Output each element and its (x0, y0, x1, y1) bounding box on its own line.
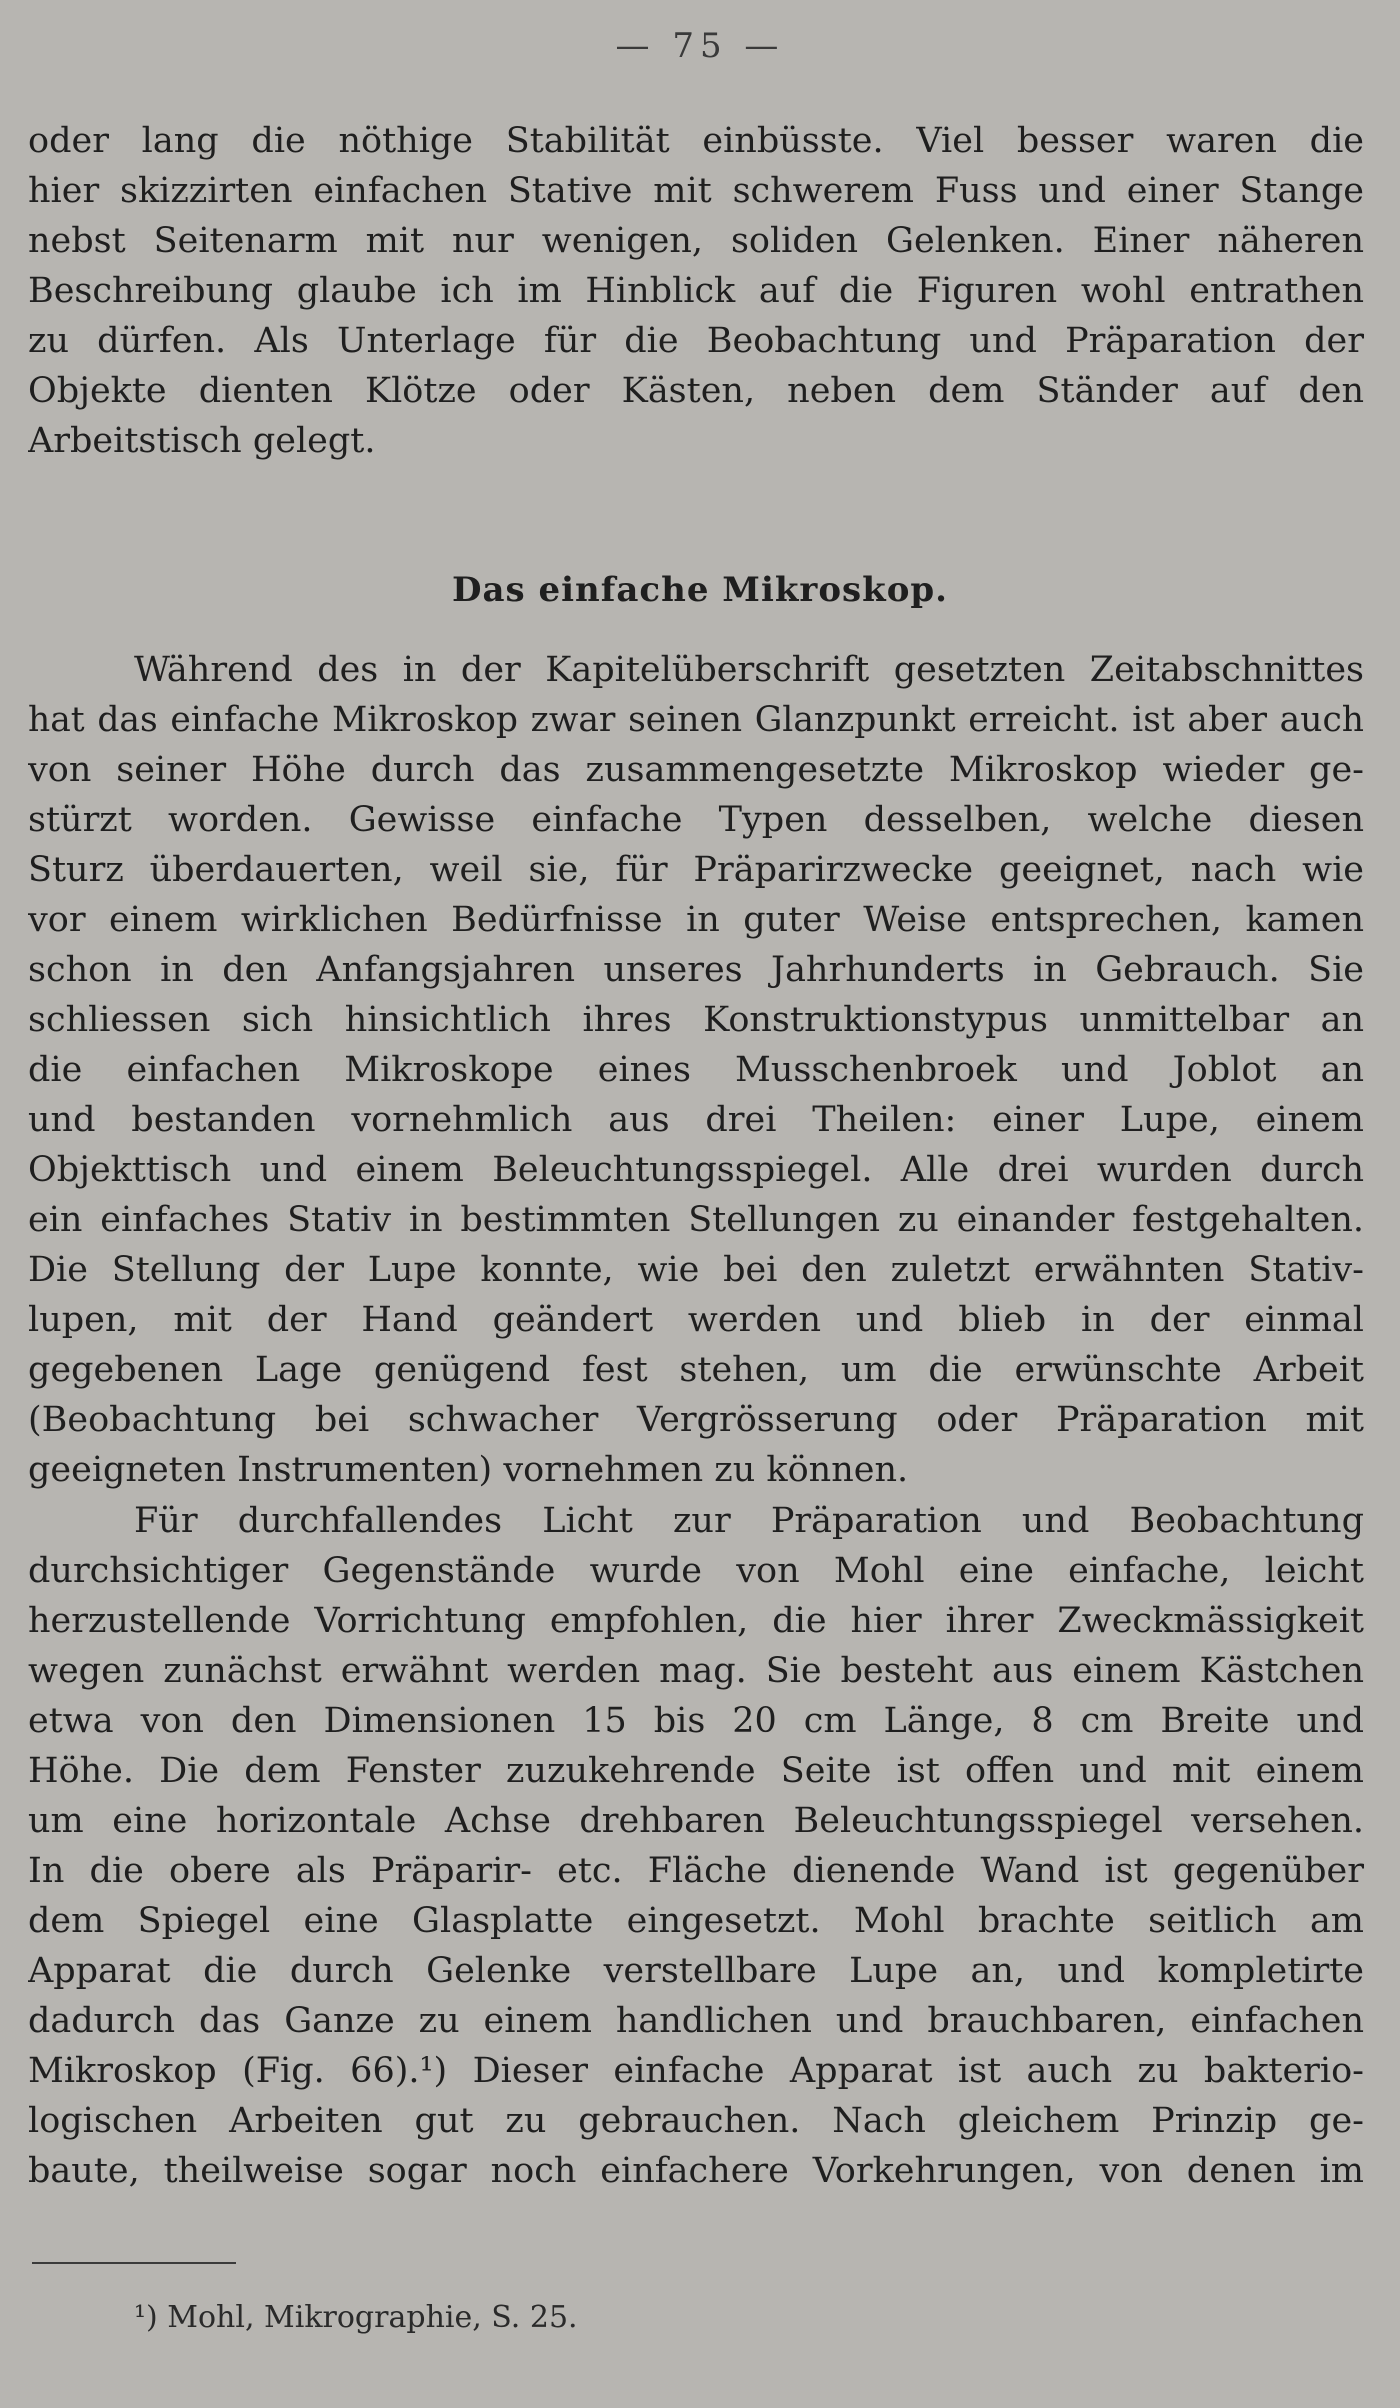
text-line: lupen, mit der Hand geändert werden und blieb in der einmal (28, 1300, 1364, 1340)
text-line: hier skizzirten einfachen Stative mit schwerem Fuss und einer Stange (28, 171, 1364, 211)
text-line: gegebenen Lage genügend fest stehen, um die erwünschte Arbeit (28, 1350, 1364, 1390)
text-line: die einfachen Mikroskope eines Musschenbroek und Joblot an (28, 1050, 1364, 1090)
text-line: Objekte dienten Klötze oder Kästen, neben dem Ständer auf den (28, 371, 1364, 411)
text-line: Sturz überdauerten, weil sie, für Präparirzwecke geeignet, nach wie (28, 850, 1364, 890)
text-line: (Beobachtung bei schwacher Vergrösserung oder Präparation mit (28, 1400, 1364, 1440)
text-line: hat das einfache Mikroskop zwar seinen Glanzpunkt erreicht. ist aber auch (28, 700, 1364, 740)
text-line: durchsichtiger Gegenstände wurde von Mohl eine einfache, leicht (28, 1551, 1364, 1591)
text-line: stürzt worden. Gewisse einfache Typen desselben, welche diesen (28, 800, 1364, 840)
text-line: vor einem wirklichen Bedürfnisse in guter Weise entsprechen, kamen (28, 900, 1364, 940)
text-line: etwa von den Dimensionen 15 bis 20 cm Länge, 8 cm Breite und (28, 1701, 1364, 1741)
text-line: dem Spiegel eine Glasplatte eingesetzt. Mohl brachte seitlich am (28, 1901, 1364, 1941)
text-line: dadurch das Ganze zu einem handlichen und brauchbaren, einfachen (28, 2001, 1364, 2041)
text-line: wegen zunächst erwähnt werden mag. Sie besteht aus einem Kästchen (28, 1651, 1364, 1691)
page-number: — 75 — (615, 26, 785, 66)
text-line: Für durchfallendes Licht zur Präparation und Beobachtung (134, 1501, 1364, 1541)
text-line: um eine horizontale Achse drehbaren Beleuchtungsspiegel versehen. (28, 1801, 1364, 1841)
text-line: baute, theilweise sogar noch einfachere Vorkehrungen, von denen im (28, 2151, 1364, 2191)
text-line: Höhe. Die dem Fenster zuzukehrende Seite ist offen und mit einem (28, 1751, 1364, 1791)
text-line: ein einfaches Stativ in bestimmten Stellungen zu einander festgehalten. (28, 1200, 1364, 1240)
text-line: Die Stellung der Lupe konnte, wie bei den zuletzt erwähnten Stativ- (28, 1250, 1364, 1290)
text-line: geeigneten Instrumenten) vornehmen zu können. (28, 1450, 909, 1490)
text-line: Objekttisch und einem Beleuchtungsspiegel. Alle drei wurden durch (28, 1150, 1364, 1190)
text-line: schon in den Anfangsjahren unseres Jahrhunderts in Gebrauch. Sie (28, 950, 1364, 990)
text-line: Arbeitstisch gelegt. (28, 421, 376, 461)
text-line: zu dürfen. Als Unterlage für die Beobachtung und Präparation der (28, 321, 1364, 361)
text-line: Mikroskop (Fig. 66).¹) Dieser einfache Apparat ist auch zu bakterio- (28, 2051, 1364, 2091)
text-line: logischen Arbeiten gut zu gebrauchen. Nach gleichem Prinzip ge- (28, 2101, 1364, 2141)
text-line: und bestanden vornehmlich aus drei Theilen: einer Lupe, einem (28, 1100, 1364, 1140)
text-line: schliessen sich hinsichtlich ihres Konstruktionstypus unmittelbar an (28, 1000, 1364, 1040)
text-line: von seiner Höhe durch das zusammengesetzte Mikroskop wieder ge- (28, 750, 1364, 790)
text-line: Während des in der Kapitelüberschrift gesetzten Zeitabschnittes (134, 650, 1364, 690)
section-heading: Das einfache Mikroskop. (452, 570, 948, 610)
text-line: oder lang die nöthige Stabilität einbüsste. Viel besser waren die (28, 121, 1364, 161)
text-line: Apparat die durch Gelenke verstellbare Lupe an, und kompletirte (28, 1951, 1364, 1991)
text-line: Beschreibung glaube ich im Hinblick auf die Figuren wohl entrathen (28, 271, 1364, 311)
text-line: In die obere als Präparir- etc. Fläche dienende Wand ist gegenüber (28, 1851, 1364, 1891)
footnote-divider (32, 2262, 236, 2264)
text-line: herzustellende Vorrichtung empfohlen, die hier ihrer Zweckmässigkeit (28, 1601, 1364, 1641)
footnote: ¹) Mohl, Mikrographie, S. 25. (134, 2300, 578, 2335)
text-line: nebst Seitenarm mit nur wenigen, soliden Gelenken. Einer näheren (28, 221, 1364, 261)
